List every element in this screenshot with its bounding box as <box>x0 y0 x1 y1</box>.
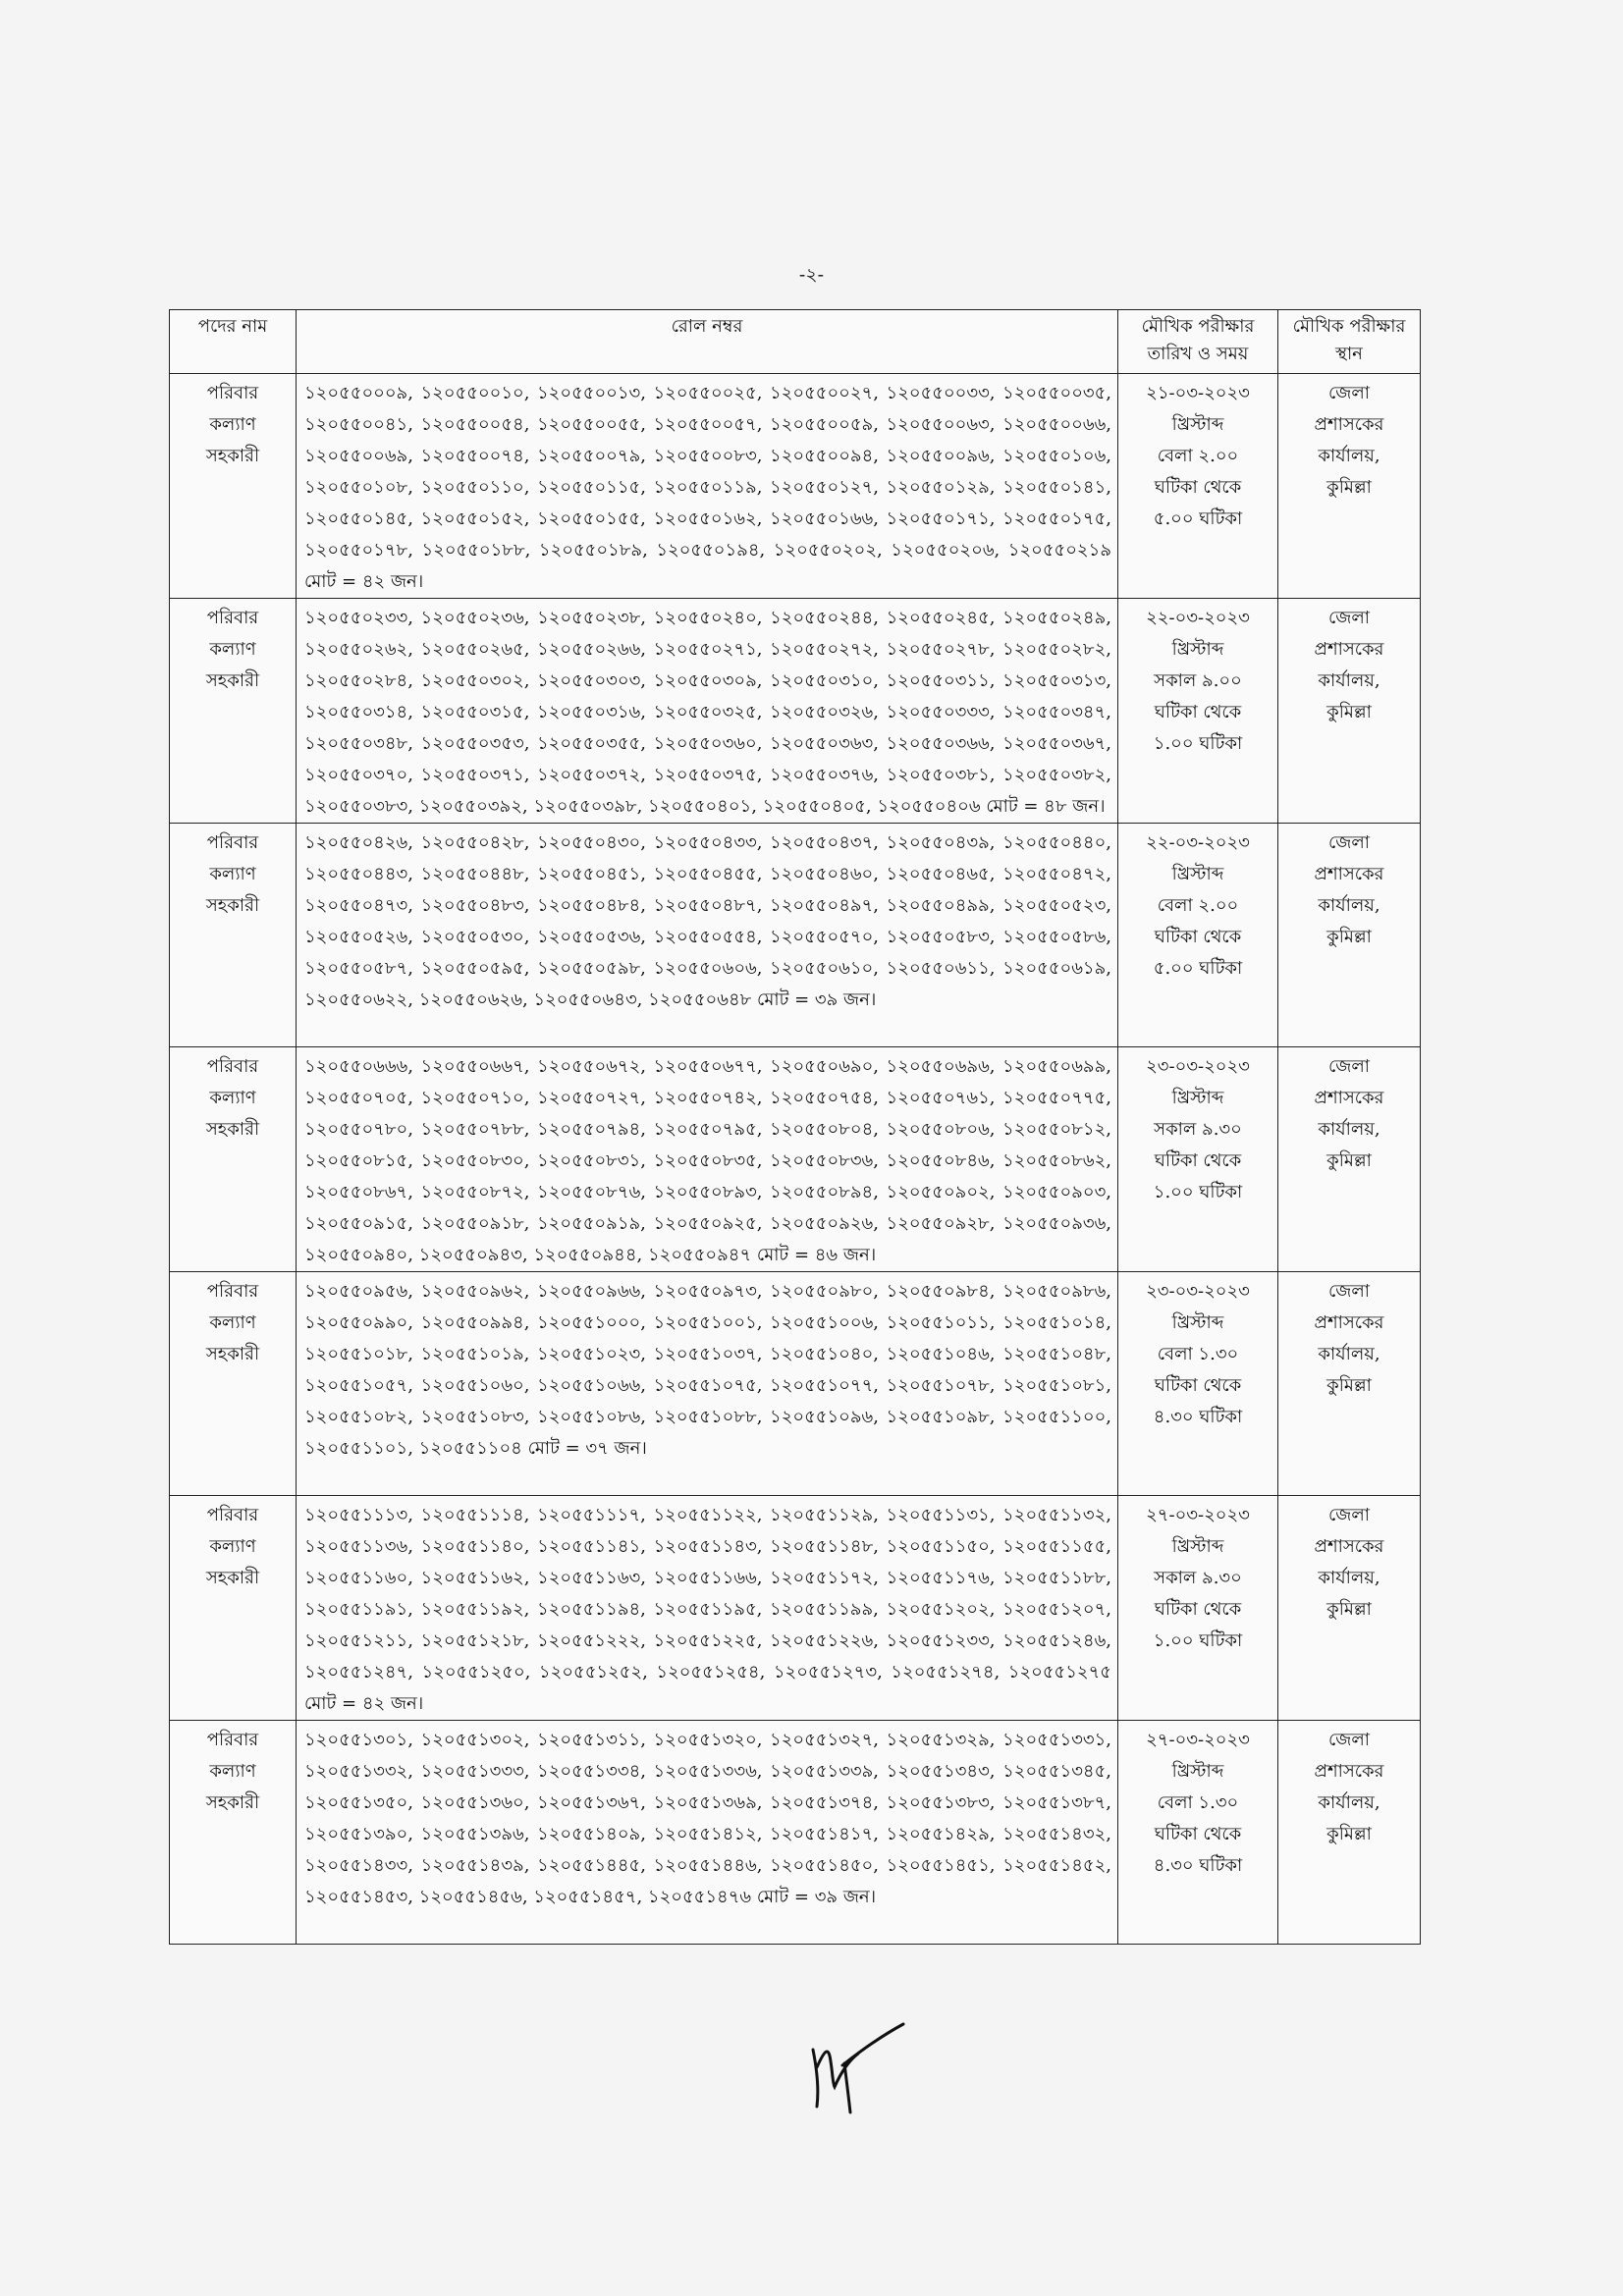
venue-cell-line: কুমিল্লা <box>1326 702 1372 722</box>
roll-numbers: ১২০৫৫০২৩৩, ১২০৫৫০২৩৬, ১২০৫৫০২৩৮, ১২০৫৫০২৪০, ১২০৫৫০২৪৪, ১২০৫৫০২৪৫, ১২০৫৫০২৪৯, ১২০৫৫০২৬২, ১২০৫৫০২৬৫, ১২০৫৫০২৬৬, ১২০৫৫০২৭১, ১২০৫৫০২৭২, ১২০৫৫০২৭৮, ১২০৫৫০২৮২, ১২০৫৫০২৮৪, ১২০৫৫০৩০২, ১২০৫৫০৩০৩, ১২০৫৫০৩০৯, ১২০৫৫০৩১০, ১২০৫৫০৩১১, ১২০৫৫০৩১৩, ১২০৫৫০৩১৪, ১২০৫৫০৩১৫, ১২০৫৫০৩১৬, ১২০৫৫০৩২৫, ১২০৫৫০৩২৬, ১২০৫৫০৩৩৩, ১২০৫৫০৩৪৭, ১২০৫৫০৩৪৮, ১২০৫৫০৩৫৩, ১২০৫৫০৩৫৫, ১২০৫৫০৩৬০, ১২০৫৫০৩৬৩, ১২০৫৫০৩৬৬, ১২০৫৫০৩৬৭, ১২০৫৫০৩৭০, ১২০৫৫০৩৭১, ১২০৫৫০৩৭২, ১২০৫৫০৩৭৫, ১২০৫৫০৩৭৬, ১২০৫৫০৩৮১, ১২০৫৫০৩৮২, ১২০৫৫০৩৮৩, ১২০৫৫০৩৯২, ১২০৫৫০৩৯৮, ১২০৫৫০৪০১, ১২০৫৫০৪০৫, ১২০৫৫০৪০৬ <box>304 608 1111 817</box>
table-row <box>170 374 1421 599</box>
post-name-cell-line: কল্যাণ <box>209 414 256 435</box>
date-time-cell <box>1118 1721 1278 1945</box>
venue-cell-line: কার্যালয়, <box>1318 1344 1380 1364</box>
post-name-cell <box>170 824 297 1047</box>
date-time-cell-line: ঘটিকা থেকে <box>1154 702 1242 722</box>
post-name-cell-line: পরিবার <box>206 1505 259 1525</box>
date-time-cell-line: ২৩-০৩-২০২৩ <box>1146 1056 1250 1077</box>
post-name-cell-line: সহকারী <box>205 1792 260 1813</box>
post-name-cell-line: পরিবার <box>206 832 259 853</box>
venue-cell-line: কার্যালয়, <box>1318 1792 1380 1813</box>
header-row <box>170 310 1421 374</box>
post-name-cell <box>170 599 297 824</box>
venue-cell <box>1278 1047 1421 1272</box>
venue-cell <box>1278 1721 1421 1945</box>
date-time-cell-line: ঘটিকা থেকে <box>1154 1150 1242 1171</box>
venue-cell-line: কার্যালয়, <box>1318 670 1380 691</box>
post-name-cell-line: কল্যাণ <box>209 1088 256 1108</box>
date-time-cell-line: ১.০০ ঘটিকা <box>1153 1630 1243 1651</box>
roll-numbers-cell <box>297 374 1118 599</box>
date-time-cell-line: ঘটিকা থেকে <box>1154 1824 1242 1844</box>
venue-cell-line: কুমিল্লা <box>1326 1824 1372 1844</box>
date-time-cell-line: খ্রিস্টাব্দ <box>1171 864 1224 884</box>
roll-numbers: ১২০৫৫১৩০১, ১২০৫৫১৩০২, ১২০৫৫১৩১১, ১২০৫৫১৩২০, ১২০৫৫১৩২৭, ১২০৫৫১৩২৯, ১২০৫৫১৩৩১, ১২০৫৫১৩৩২, ১২০৫৫১৩৩৩, ১২০৫৫১৩৩৪, ১২০৫৫১৩৩৬, ১২০৫৫১৩৩৯, ১২০৫৫১৩৪৩, ১২০৫৫১৩৪৫, ১২০৫৫১৩৫০, ১২০৫৫১৩৬০, ১২০৫৫১৩৬৭, ১২০৫৫১৩৬৯, ১২০৫৫১৩৭৪, ১২০৫৫১৩৮৩, ১২০৫৫১৩৮৭, ১২০৫৫১৩৯০, ১২০৫৫১৩৯৬, ১২০৫৫১৪০৯, ১২০৫৫১৪১২, ১২০৫৫১৪১৭, ১২০৫৫১৪২৯, ১২০৫৫১৪৩২, ১২০৫৫১৪৩৩, ১২০৫৫১৪৩৯, ১২০৫৫১৪৪৫, ১২০৫৫১৪৪৬, ১২০৫৫১৪৫০, ১২০৫৫১৪৫১, ১২০৫৫১৪৫২, ১২০৫৫১৪৫৩, ১২০৫৫১৪৫৬, ১২০৫৫১৪৫৭, ১২০৫৫১৪৭৬ <box>304 1730 1111 1907</box>
table-row <box>170 599 1421 824</box>
interview-schedule-table <box>169 309 1421 1945</box>
post-name-cell-line: পরিবার <box>206 1281 259 1302</box>
table-row <box>170 824 1421 1047</box>
date-time-cell <box>1118 1047 1278 1272</box>
date-time-cell-line: বেলা ১.৩০ <box>1157 1792 1239 1813</box>
roll-numbers: ১২০৫৫০৪২৬, ১২০৫৫০৪২৮, ১২০৫৫০৪৩০, ১২০৫৫০৪৩৩, ১২০৫৫০৪৩৭, ১২০৫৫০৪৩৯, ১২০৫৫০৪৪০, ১২০৫৫০৪৪৩, ১২০৫৫০৪৪৮, ১২০৫৫০৪৫১, ১২০৫৫০৪৫৫, ১২০৫৫০৪৬০, ১২০৫৫০৪৬৫, ১২০৫৫০৪৭২, ১২০৫৫০৪৭৩, ১২০৫৫০৪৮৩, ১২০৫৫০৪৮৪, ১২০৫৫০৪৮৭, ১২০৫৫০৪৯৭, ১২০৫৫০৪৯৯, ১২০৫৫০৫২৩, ১২০৫৫০৫২৬, ১২০৫৫০৫৩০, ১২০৫৫০৫৩৬, ১২০৫৫০৫৫৪, ১২০৫৫০৫৭০, ১২০৫৫০৫৮৩, ১২০৫৫০৫৮৬, ১২০৫৫০৫৮৭, ১২০৫৫০৫৯৫, ১২০৫৫০৫৯৮, ১২০৫৫০৬০৬, ১২০৫৫০৬১০, ১২০৫৫০৬১১, ১২০৫৫০৬১৯, ১২০৫৫০৬২২, ১২০৫৫০৬২৬, ১২০৫৫০৬৪৩, ১২০৫৫০৬৪৮ <box>304 832 1111 1010</box>
roll-numbers: ১২০৫৫০০০৯, ১২০৫৫০০১০, ১২০৫৫০০১৩, ১২০৫৫০০২৫, ১২০৫৫০০২৭, ১২০৫৫০০৩৩, ১২০৫৫০০৩৫, ১২০৫৫০০৪১, ১২০৫৫০০৫৪, ১২০৫৫০০৫৫, ১২০৫৫০০৫৭, ১২০৫৫০০৫৯, ১২০৫৫০০৬৩, ১২০৫৫০০৬৬, ১২০৫৫০০৬৯, ১২০৫৫০০৭৪, ১২০৫৫০০৭৯, ১২০৫৫০০৮৩, ১২০৫৫০০৯৪, ১২০৫৫০০৯৬, ১২০৫৫০১০৬, ১২০৫৫০১০৮, ১২০৫৫০১১০, ১২০৫৫০১১৫, ১২০৫৫০১১৯, ১২০৫৫০১২৭, ১২০৫৫০১২৯, ১২০৫৫০১৪১, ১২০৫৫০১৪৫, ১২০৫৫০১৫২, ১২০৫৫০১৫৫, ১২০৫৫০১৬২, ১২০৫৫০১৬৬, ১২০৫৫০১৭১, ১২০৫৫০১৭৫, ১২০৫৫০১৭৮, ১২০৫৫০১৮৮, ১২০৫৫০১৮৯, ১২০৫৫০১৯৪, ১২০৫৫০২০২, ১২০৫৫০২০৬, ১২০৫৫০২১৯ <box>304 383 1111 561</box>
post-name-cell-line: সহকারী <box>205 446 260 466</box>
date-time-cell-line: ২৩-০৩-২০২৩ <box>1146 1281 1250 1302</box>
date-time-cell-line: ঘটিকা থেকে <box>1154 1375 1242 1396</box>
post-name-cell-line: সহকারী <box>205 895 260 916</box>
post-name-cell-line: পরিবার <box>206 608 259 628</box>
header-roll: রোল নম্বর <box>297 310 1118 374</box>
date-time-cell-line: খ্রিস্টাব্দ <box>1171 1312 1224 1333</box>
venue-cell-line: কার্যালয়, <box>1318 1568 1380 1588</box>
venue-cell-line: প্রশাসকের <box>1314 1761 1384 1782</box>
date-time-cell-line: ঘটিকা থেকে <box>1154 927 1242 947</box>
post-name-cell-line: কল্যাণ <box>209 1761 256 1782</box>
venue-cell-line: জেলা <box>1327 1730 1371 1750</box>
header-venue: মৌখিক পরীক্ষার স্থান <box>1278 310 1421 374</box>
post-name-cell-line: পরিবার <box>206 383 259 403</box>
total-count: মোট = ৩৭ জন। <box>527 1438 647 1459</box>
date-time-cell-line: ২৭-০৩-২০২৩ <box>1146 1730 1250 1750</box>
date-time-cell-line: ৪.৩০ ঘটিকা <box>1153 1407 1243 1427</box>
post-name-cell <box>170 1047 297 1272</box>
post-name-cell <box>170 1496 297 1721</box>
venue-cell-line: প্রশাসকের <box>1314 1312 1384 1333</box>
date-time-cell-line: বেলা ২.০০ <box>1157 895 1239 916</box>
date-time-cell-line: সকাল ৯.০০ <box>1154 670 1242 691</box>
date-time-cell-line: ১.০০ ঘটিকা <box>1153 733 1243 754</box>
venue-cell-line: জেলা <box>1327 1281 1371 1302</box>
roll-numbers-cell <box>297 824 1118 1047</box>
venue-cell-line: প্রশাসকের <box>1314 1536 1384 1557</box>
date-time-cell-line: বেলা ২.০০ <box>1157 446 1239 466</box>
roll-numbers: ১২০৫৫০৬৬৬, ১২০৫৫০৬৬৭, ১২০৫৫০৬৭২, ১২০৫৫০৬৭৭, ১২০৫৫০৬৯০, ১২০৫৫০৬৯৬, ১২০৫৫০৬৯৯, ১২০৫৫০৭০৫, ১২০৫৫০৭১০, ১২০৫৫০৭২৭, ১২০৫৫০৭৪২, ১২০৫৫০৭৫৪, ১২০৫৫০৭৬১, ১২০৫৫০৭৭৫, ১২০৫৫০৭৮০, ১২০৫৫০৭৮৮, ১২০৫৫০৭৯৪, ১২০৫৫০৭৯৫, ১২০৫৫০৮০৪, ১২০৫৫০৮০৬, ১২০৫৫০৮১২, ১২০৫৫০৮১৫, ১২০৫৫০৮৩০, ১২০৫৫০৮৩১, ১২০৫৫০৮৩৫, ১২০৫৫০৮৩৬, ১২০৫৫০৮৪৬, ১২০৫৫০৮৬২, ১২০৫৫০৮৬৭, ১২০৫৫০৮৭২, ১২০৫৫০৮৭৬, ১২০৫৫০৮৯৩, ১২০৫৫০৮৯৪, ১২০৫৫০৯০২, ১২০৫৫০৯০৩, ১২০৫৫০৯১৫, ১২০৫৫০৯১৮, ১২০৫৫০৯১৯, ১২০৫৫০৯২৫, ১২০৫৫০৯২৬, ১২০৫৫০৯২৮, ১২০৫৫০৯৩৬, ১২০৫৫০৯৪০, ১২০৫৫০৯৪৩, ১২০৫৫০৯৪৪, ১২০৫৫০৯৪৭ <box>304 1056 1111 1265</box>
venue-cell <box>1278 1496 1421 1721</box>
venue-cell-line: প্রশাসকের <box>1314 414 1384 435</box>
total-count: মোট = ৪৬ জন। <box>756 1245 877 1265</box>
roll-numbers-cell <box>297 1047 1118 1272</box>
total-count: মোট = ৩৯ জন। <box>757 989 877 1010</box>
date-time-cell-line: ২৭-০৩-২০২৩ <box>1146 1505 1250 1525</box>
venue-cell-line: কার্যালয়, <box>1318 446 1380 466</box>
date-time-cell-line: খ্রিস্টাব্দ <box>1171 639 1224 660</box>
date-time-cell <box>1118 374 1278 599</box>
roll-numbers-cell <box>297 599 1118 824</box>
venue-cell-line: কুমিল্লা <box>1326 927 1372 947</box>
venue-cell-line: কার্যালয়, <box>1318 1119 1380 1140</box>
post-name-cell-line: সহকারী <box>205 1568 260 1588</box>
page-number: -২- <box>798 264 825 286</box>
post-name-cell-line: কল্যাণ <box>209 1312 256 1333</box>
roll-numbers: ১২০৫৫০৯৫৬, ১২০৫৫০৯৬২, ১২০৫৫০৯৬৬, ১২০৫৫০৯৭৩, ১২০৫৫০৯৮০, ১২০৫৫০৯৮৪, ১২০৫৫০৯৮৬, ১২০৫৫০৯৯০, ১২০৫৫০৯৯৪, ১২০৫৫১০০০, ১২০৫৫১০০১, ১২০৫৫১০০৬, ১২০৫৫১০১১, ১২০৫৫১০১৪, ১২০৫৫১০১৮, ১২০৫৫১০১৯, ১২০৫৫১০২৩, ১২০৫৫১০৩৭, ১২০৫৫১০৪০, ১২০৫৫১০৪৬, ১২০৫৫১০৪৮, ১২০৫৫১০৫৭, ১২০৫৫১০৬০, ১২০৫৫১০৬৬, ১২০৫৫১০৭৫, ১২০৫৫১০৭৭, ১২০৫৫১০৭৮, ১২০৫৫১০৮১, ১২০৫৫১০৮২, ১২০৫৫১০৮৩, ১২০৫৫১০৮৬, ১২০৫৫১০৮৮, ১২০৫৫১০৯৬, ১২০৫৫১০৯৮, ১২০৫৫১১০০, ১২০৫৫১১০১, ১২০৫৫১১০৪ <box>304 1281 1111 1459</box>
venue-cell-line: জেলা <box>1327 1056 1371 1077</box>
total-count: মোট = ৪২ জন। <box>304 1693 424 1714</box>
venue-cell-line: প্রশাসকের <box>1314 864 1384 884</box>
post-name-cell <box>170 1272 297 1496</box>
roll-numbers-cell <box>297 1272 1118 1496</box>
date-time-cell-line: ৫.০০ ঘটিকা <box>1153 508 1243 529</box>
date-time-cell-line: ২১-০৩-২০২৩ <box>1146 383 1250 403</box>
date-time-cell-line: খ্রিস্টাব্দ <box>1171 1088 1224 1108</box>
post-name-cell <box>170 1721 297 1945</box>
date-time-cell <box>1118 1272 1278 1496</box>
venue-cell <box>1278 599 1421 824</box>
post-name-cell-line: কল্যাণ <box>209 1536 256 1557</box>
table-row <box>170 1272 1421 1496</box>
post-name-cell <box>170 374 297 599</box>
total-count: মোট = ৪২ জন। <box>304 571 424 592</box>
date-time-cell-line: ২২-০৩-২০২৩ <box>1146 608 1250 628</box>
date-time-cell-line: খ্রিস্টাব্দ <box>1171 414 1224 435</box>
venue-cell-line: জেলা <box>1327 1505 1371 1525</box>
date-time-cell-line: খ্রিস্টাব্দ <box>1171 1536 1224 1557</box>
date-time-cell-line: ২২-০৩-২০২৩ <box>1146 832 1250 853</box>
signature <box>803 2010 911 2118</box>
date-time-cell-line: ৫.০০ ঘটিকা <box>1153 958 1243 979</box>
venue-cell-line: জেলা <box>1327 383 1371 403</box>
venue-cell <box>1278 374 1421 599</box>
total-count: মোট = ৩৯ জন। <box>756 1887 877 1907</box>
post-name-cell-line: পরিবার <box>206 1056 259 1077</box>
venue-cell-line: কুমিল্লা <box>1326 1599 1372 1620</box>
date-time-cell-line: খ্রিস্টাব্দ <box>1171 1761 1224 1782</box>
venue-cell-line: কুমিল্লা <box>1326 1150 1372 1171</box>
date-time-cell <box>1118 599 1278 824</box>
venue-cell-line: জেলা <box>1327 608 1371 628</box>
date-time-cell-line: ৪.৩০ ঘটিকা <box>1153 1855 1243 1876</box>
post-name-cell-line: কল্যাণ <box>209 864 256 884</box>
post-name-cell-line: সহকারী <box>205 670 260 691</box>
date-time-cell-line: সকাল ৯.৩০ <box>1154 1119 1242 1140</box>
table-body <box>170 374 1421 1945</box>
header-date-time: মৌখিক পরীক্ষার তারিখ ও সময় <box>1118 310 1278 374</box>
roll-numbers: ১২০৫৫১১১৩, ১২০৫৫১১১৪, ১২০৫৫১১১৭, ১২০৫৫১১২২, ১২০৫৫১১২৯, ১২০৫৫১১৩১, ১২০৫৫১১৩২, ১২০৫৫১১৩৬, ১২০৫৫১১৪০, ১২০৫৫১১৪১, ১২০৫৫১১৪৩, ১২০৫৫১১৪৮, ১২০৫৫১১৫০, ১২০৫৫১১৫৫, ১২০৫৫১১৬০, ১২০৫৫১১৬২, ১২০৫৫১১৬৩, ১২০৫৫১১৬৬, ১২০৫৫১১৭২, ১২০৫৫১১৭৬, ১২০৫৫১১৮৮, ১২০৫৫১১৯১, ১২০৫৫১১৯২, ১২০৫৫১১৯৪, ১২০৫৫১১৯৫, ১২০৫৫১১৯৯, ১২০৫৫১২০২, ১২০৫৫১২০৭, ১২০৫৫১২১১, ১২০৫৫১২১৮, ১২০৫৫১২২২, ১২০৫৫১২২৫, ১২০৫৫১২২৬, ১২০৫৫১২৩৩, ১২০৫৫১২৪৬, ১২০৫৫১২৪৭, ১২০৫৫১২৫০, ১২০৫৫১২৫২, ১২০৫৫১২৫৪, ১২০৫৫১২৭৩, ১২০৫৫১২৭৪, ১২০৫৫১২৭৫ <box>304 1505 1111 1682</box>
roll-numbers-cell <box>297 1721 1118 1945</box>
venue-cell-line: প্রশাসকের <box>1314 639 1384 660</box>
post-name-cell-line: কল্যাণ <box>209 639 256 660</box>
venue-cell-line: কুমিল্লা <box>1326 477 1372 498</box>
date-time-cell <box>1118 824 1278 1047</box>
date-time-cell-line: ঘটিকা থেকে <box>1154 1599 1242 1620</box>
venue-cell-line: কুমিল্লা <box>1326 1375 1372 1396</box>
date-time-cell-line: সকাল ৯.৩০ <box>1154 1568 1242 1588</box>
post-name-cell-line: সহকারী <box>205 1119 260 1140</box>
post-name-cell-line: সহকারী <box>205 1344 260 1364</box>
venue-cell <box>1278 1272 1421 1496</box>
roll-numbers-cell <box>297 1496 1118 1721</box>
venue-cell-line: জেলা <box>1327 832 1371 853</box>
total-count: মোট = ৪৮ জন। <box>986 796 1106 817</box>
venue-cell-line: কার্যালয়, <box>1318 895 1380 916</box>
table-row <box>170 1496 1421 1721</box>
date-time-cell <box>1118 1496 1278 1721</box>
post-name-cell-line: পরিবার <box>206 1730 259 1750</box>
table-row <box>170 1047 1421 1272</box>
header-post: পদের নাম <box>170 310 297 374</box>
venue-cell <box>1278 824 1421 1047</box>
venue-cell-line: প্রশাসকের <box>1314 1088 1384 1108</box>
date-time-cell-line: বেলা ১.৩০ <box>1157 1344 1239 1364</box>
date-time-cell-line: ১.০০ ঘটিকা <box>1153 1182 1243 1202</box>
date-time-cell-line: ঘটিকা থেকে <box>1154 477 1242 498</box>
table-row <box>170 1721 1421 1945</box>
